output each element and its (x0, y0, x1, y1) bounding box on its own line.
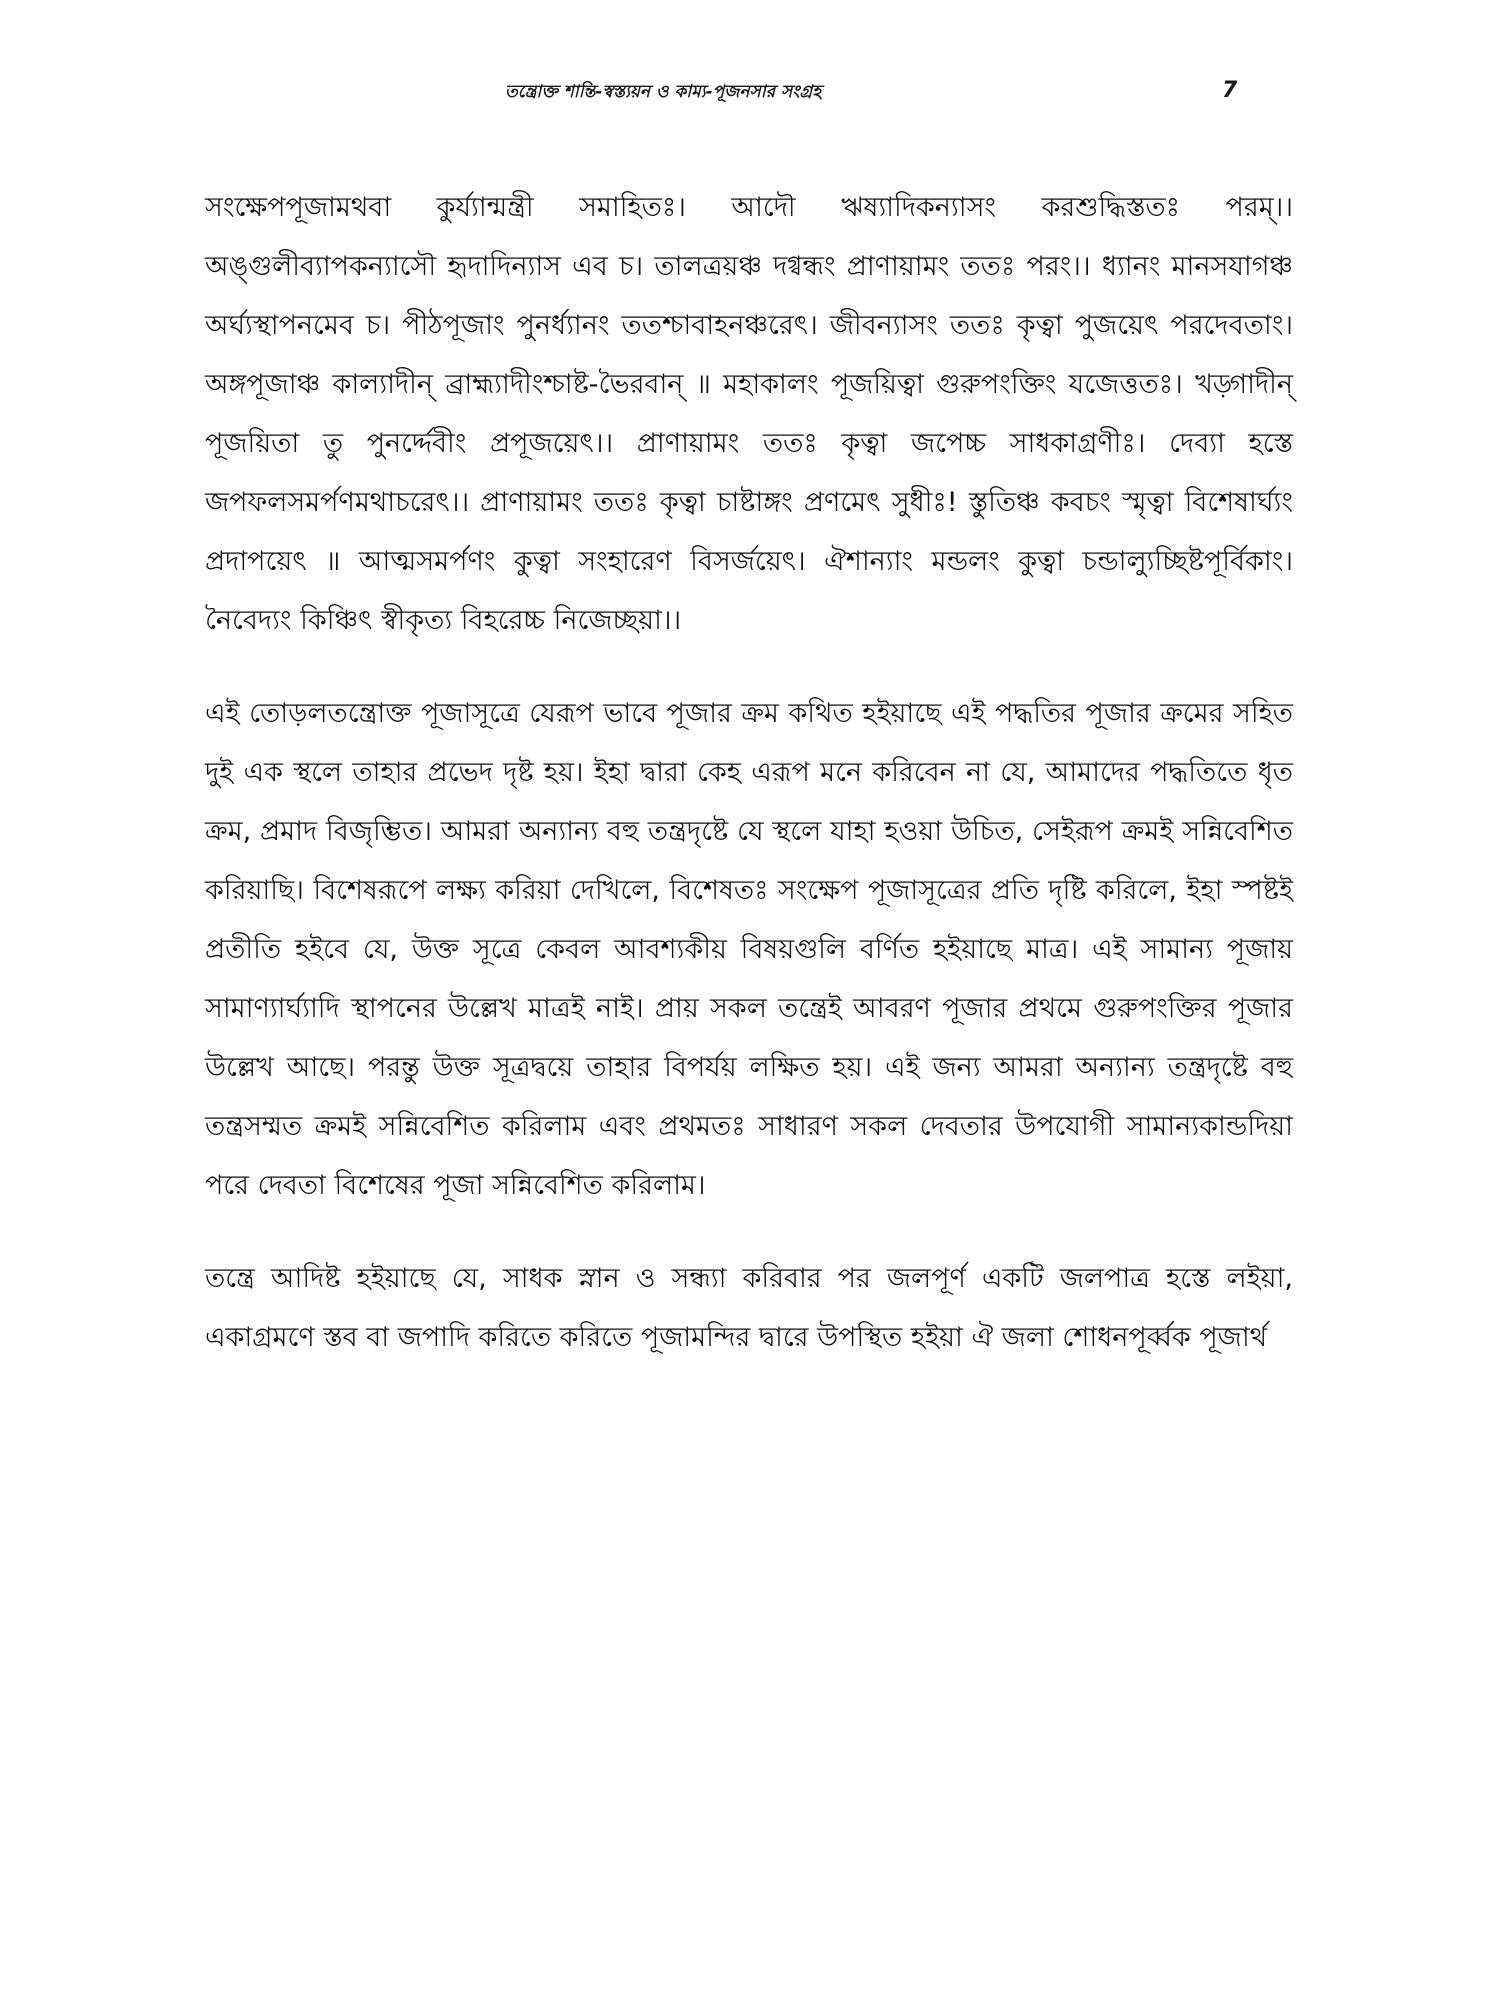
body-text (205, 178, 1293, 1367)
paragraph-instruction: তন্ত্রে আদিষ্ট হইয়াছে যে, সাধক স্নান ও সন্ধ্যা করিবার পর জলপূর্ণ একটি জলপাত্র হস্তে লইয়া, একাগ্রমণে স্তব বা জপাদি করিতে করিতে পূজামন্দির দ্বারে উপস্থিত হইয়া ঐ জলা শোধনপূর্ব্বক পূজার্থ (205, 1263, 1293, 1353)
paragraph-commentary: এই তোড়লতন্ত্রোক্ত পূজাসূত্রে যেরূপ ভাবে পূজার ক্রম কথিত হইয়াছে এই পদ্ধতির পূজার ক্রমের সহিত দুই এক স্থলে তাহার প্রভেদ দৃষ্ট হয়। ইহা দ্বারা কেহ এরূপ মনে করিবেন না যে, আমাদের পদ্ধতিতে ধৃত ক্রম, প্রমাদ বিজৃম্ভিত। আমরা অন্যান্য বহু তন্ত্রদৃষ্টে যে স্থলে যাহা হওয়া উচিত, সেইরূপ ক্রমই সন্নিবেশিত করিয়াছি। বিশেষরূপে লক্ষ্য করিয়া দেখিলে, বিশেষতঃ সংক্ষেপ পূজাসূত্রের প্রতি দৃষ্টি করিলে, ইহা স্পষ্টই প্রতীতি হইবে যে, উক্ত সূত্রে কেবল আবশ্যকীয় বিষয়গুলি বর্ণিত হইয়াছে মাত্র। এই সামান্য পূজায় সামাণ্যার্ঘ্যাদি স্থাপনের উল্লেখ মাত্রই নাই। প্রায় সকল তন্ত্রেই আবরণ পূজার প্রথমে গুরুপংক্তির পূজার উল্লেখ আছে। পরন্তু উক্ত সূত্রদ্বয়ে তাহার বিপর্যয় লক্ষিত হয়। এই জন্য আমরা অন্যান্য তন্ত্রদৃষ্টে বহু তন্ত্রসম্মত ক্রমই সন্নিবেশিত করিলাম এবং প্রথমতঃ সাধারণ সকল দেবতার উপযোগী সামান্যকান্ডদিয়া পরে দেবতা বিশেষের পূজা সন্নিবেশিত করিলাম। (205, 698, 1293, 1201)
paragraph-sanskrit-verse: সংক্ষেপপূজামথবা কুর্য্যান্মন্ত্রী সমাহিতঃ। আদৌ ঋষ্যাদিকন্যাসং করশুদ্ধিস্ততঃ পরম্।। অঙ্গুলীব্যাপকন্যাসৌ হৃদাদিন্যাস এব চ। তালত্রয়ঞ্চ দগ্বন্ধং প্রাণায়ামং ততঃ পরং।। ধ্যানং মানসযাগঞ্চ অর্ঘ্যস্থাপনমেব চ। পীঠপূজাং পুনর্ধ্যানং ততশ্চাবাহনঞ্চরেৎ। জীবন্যাসং ততঃ কৃত্বা পুজয়েৎ পরদেবতাং। অঙ্গপূজাঞ্চ কাল্যাদীন্ ব্রাহ্ম্যাদীংশ্চাষ্ট-ভৈরবান্ ॥ মহাকালং পূজয়িত্বা গুরুপংক্তিং যজেত্ততঃ। খড়্গাদীন্ পূজয়িতা তু পুনর্দ্দেবীং প্রপূজয়েৎ।। প্রাণায়ামং ততঃ কৃত্বা জপেচ্চ সাধকাগ্রণীঃ। দেব্যা হস্তে জপফলসমর্পণমথাচরেৎ।। প্রাণায়ামং ততঃ কৃত্বা চাষ্টাঙ্গং প্রণমেৎ সুধীঃ! স্তুতিঞ্চ কবচং স্মৃত্বা বিশেষার্ঘ্যং প্রদাপয়েৎ ॥ আত্মসমর্পণং কুত্বা সংহারেণ বিসর্জয়েৎ। ঐশান্যাং মন্ডলং কুত্বা চন্ডাল্যুচ্ছিষ্টপূর্বিকাং। নৈবেদ্যং কিঞ্চিৎ স্বীকৃত্য বিহরেচ্চ নিজেচ্ছয়া।। (205, 192, 1293, 636)
page-number: 7 (1222, 78, 1238, 103)
running-header: তন্ত্রোক্ত শান্তি-স্বস্ত্যয়ন ও কাম্য-পূজনসার সংগ্রহ (505, 82, 822, 102)
